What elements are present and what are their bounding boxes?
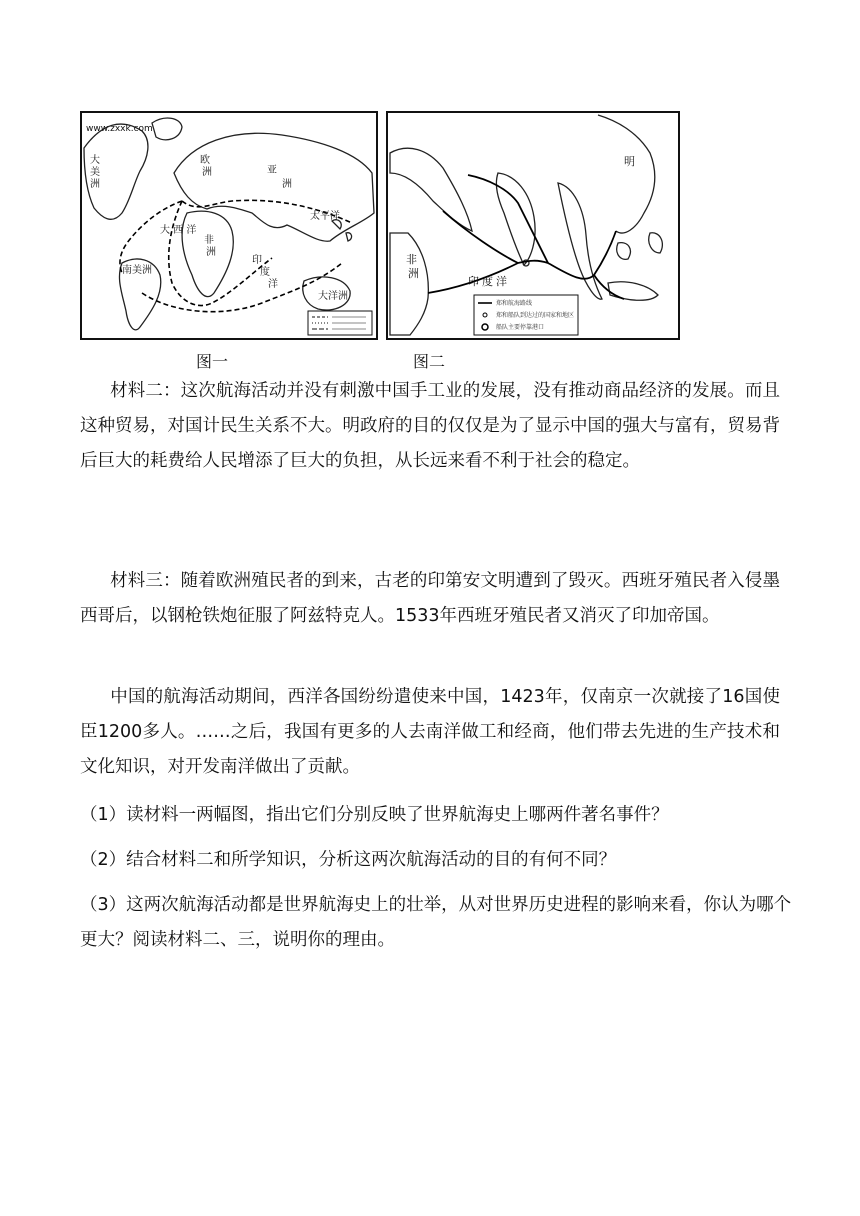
material-three-text: 材料三：随着欧洲殖民者的到来，古老的印第安文明遭到了毁灭。西班牙殖民者入侵墨西哥后，以钢枪铁炮征服了阿兹特克人。1533年西班牙殖民者又消灭了印加帝国。 [80, 571, 780, 626]
map1-label: 亚 [267, 165, 277, 176]
map2-label: 洲 [408, 267, 419, 280]
material-three-continued-text: 中国的航海活动期间，西洋各国纷纷遣使来中国，1423年，仅南京一次就接了16国使臣1200多人。……之后，我国有更多的人去南洋做工和经商，他们带去先进的生产技术和文化知识，对开发南洋做出了贡献。 [80, 687, 780, 777]
map1-label: 美 [90, 167, 100, 178]
map1-label: 大 西 洋 [160, 225, 197, 236]
map1-label: 印 [252, 255, 262, 266]
legend-item: 郑和船队到达过的国家和地区 [496, 312, 575, 319]
map1-label: 洲 [90, 179, 100, 190]
legend-item: 郑和航海路线 [496, 300, 533, 307]
map-watermark: www.zxxk.com [86, 124, 153, 134]
map2-label: 非 [406, 253, 417, 266]
map1-label: 度 [260, 267, 270, 278]
map2-label: 印 [468, 275, 479, 288]
material-two-text: 材料二：这次航海活动并没有刺激中国手工业的发展，没有推动商品经济的发展。而且这种贸易，对国计民生关系不大。明政府的目的仅仅是为了显示中国的强大与富有，贸易背后巨大的耗费给人民增添了巨大的负担，从长远来看不利于社会的稳定。 [80, 381, 780, 471]
map1-label: 大洋洲 [318, 291, 348, 302]
map1-label: 洲 [206, 247, 216, 258]
map1-label: 太平洋 [310, 211, 340, 222]
map1-label: 大 [90, 155, 100, 166]
figure-caption: 图二 [413, 352, 446, 371]
question-3: （3）这两次航海活动都是世界航海史上的壮举，从对世界历史进程的影响来看，你认为哪个更大？阅读材料二、三，说明你的理由。 [80, 895, 792, 950]
map1-label: 欧 [200, 155, 210, 166]
question-1: （1）读材料一两幅图，指出它们分别反映了世界航海史上哪两件著名事件？ [80, 805, 669, 825]
legend-item: 船队主要停靠港口 [496, 324, 545, 331]
material-two-paragraph [80, 374, 780, 479]
map1-label: 洋 [268, 279, 278, 290]
figure-caption: 图一 [196, 352, 229, 371]
world-voyages-map [80, 111, 378, 340]
map1-label: 非 [204, 235, 214, 246]
map1-label: 洲 [282, 179, 292, 190]
map2-label: 洋 [496, 275, 507, 288]
material-three-paragraph [80, 564, 780, 634]
zheng-he-voyages-map [386, 111, 680, 340]
map2-label: 度 [482, 275, 493, 288]
map1-label: 洲 [202, 167, 212, 178]
map1-label: 南美洲 [122, 265, 152, 276]
map2-label: 明 [624, 155, 635, 168]
question-2: （2）结合材料二和所学知识，分析这两次航海活动的目的有何不同？ [80, 850, 617, 870]
material-three-continued-paragraph [80, 680, 780, 785]
